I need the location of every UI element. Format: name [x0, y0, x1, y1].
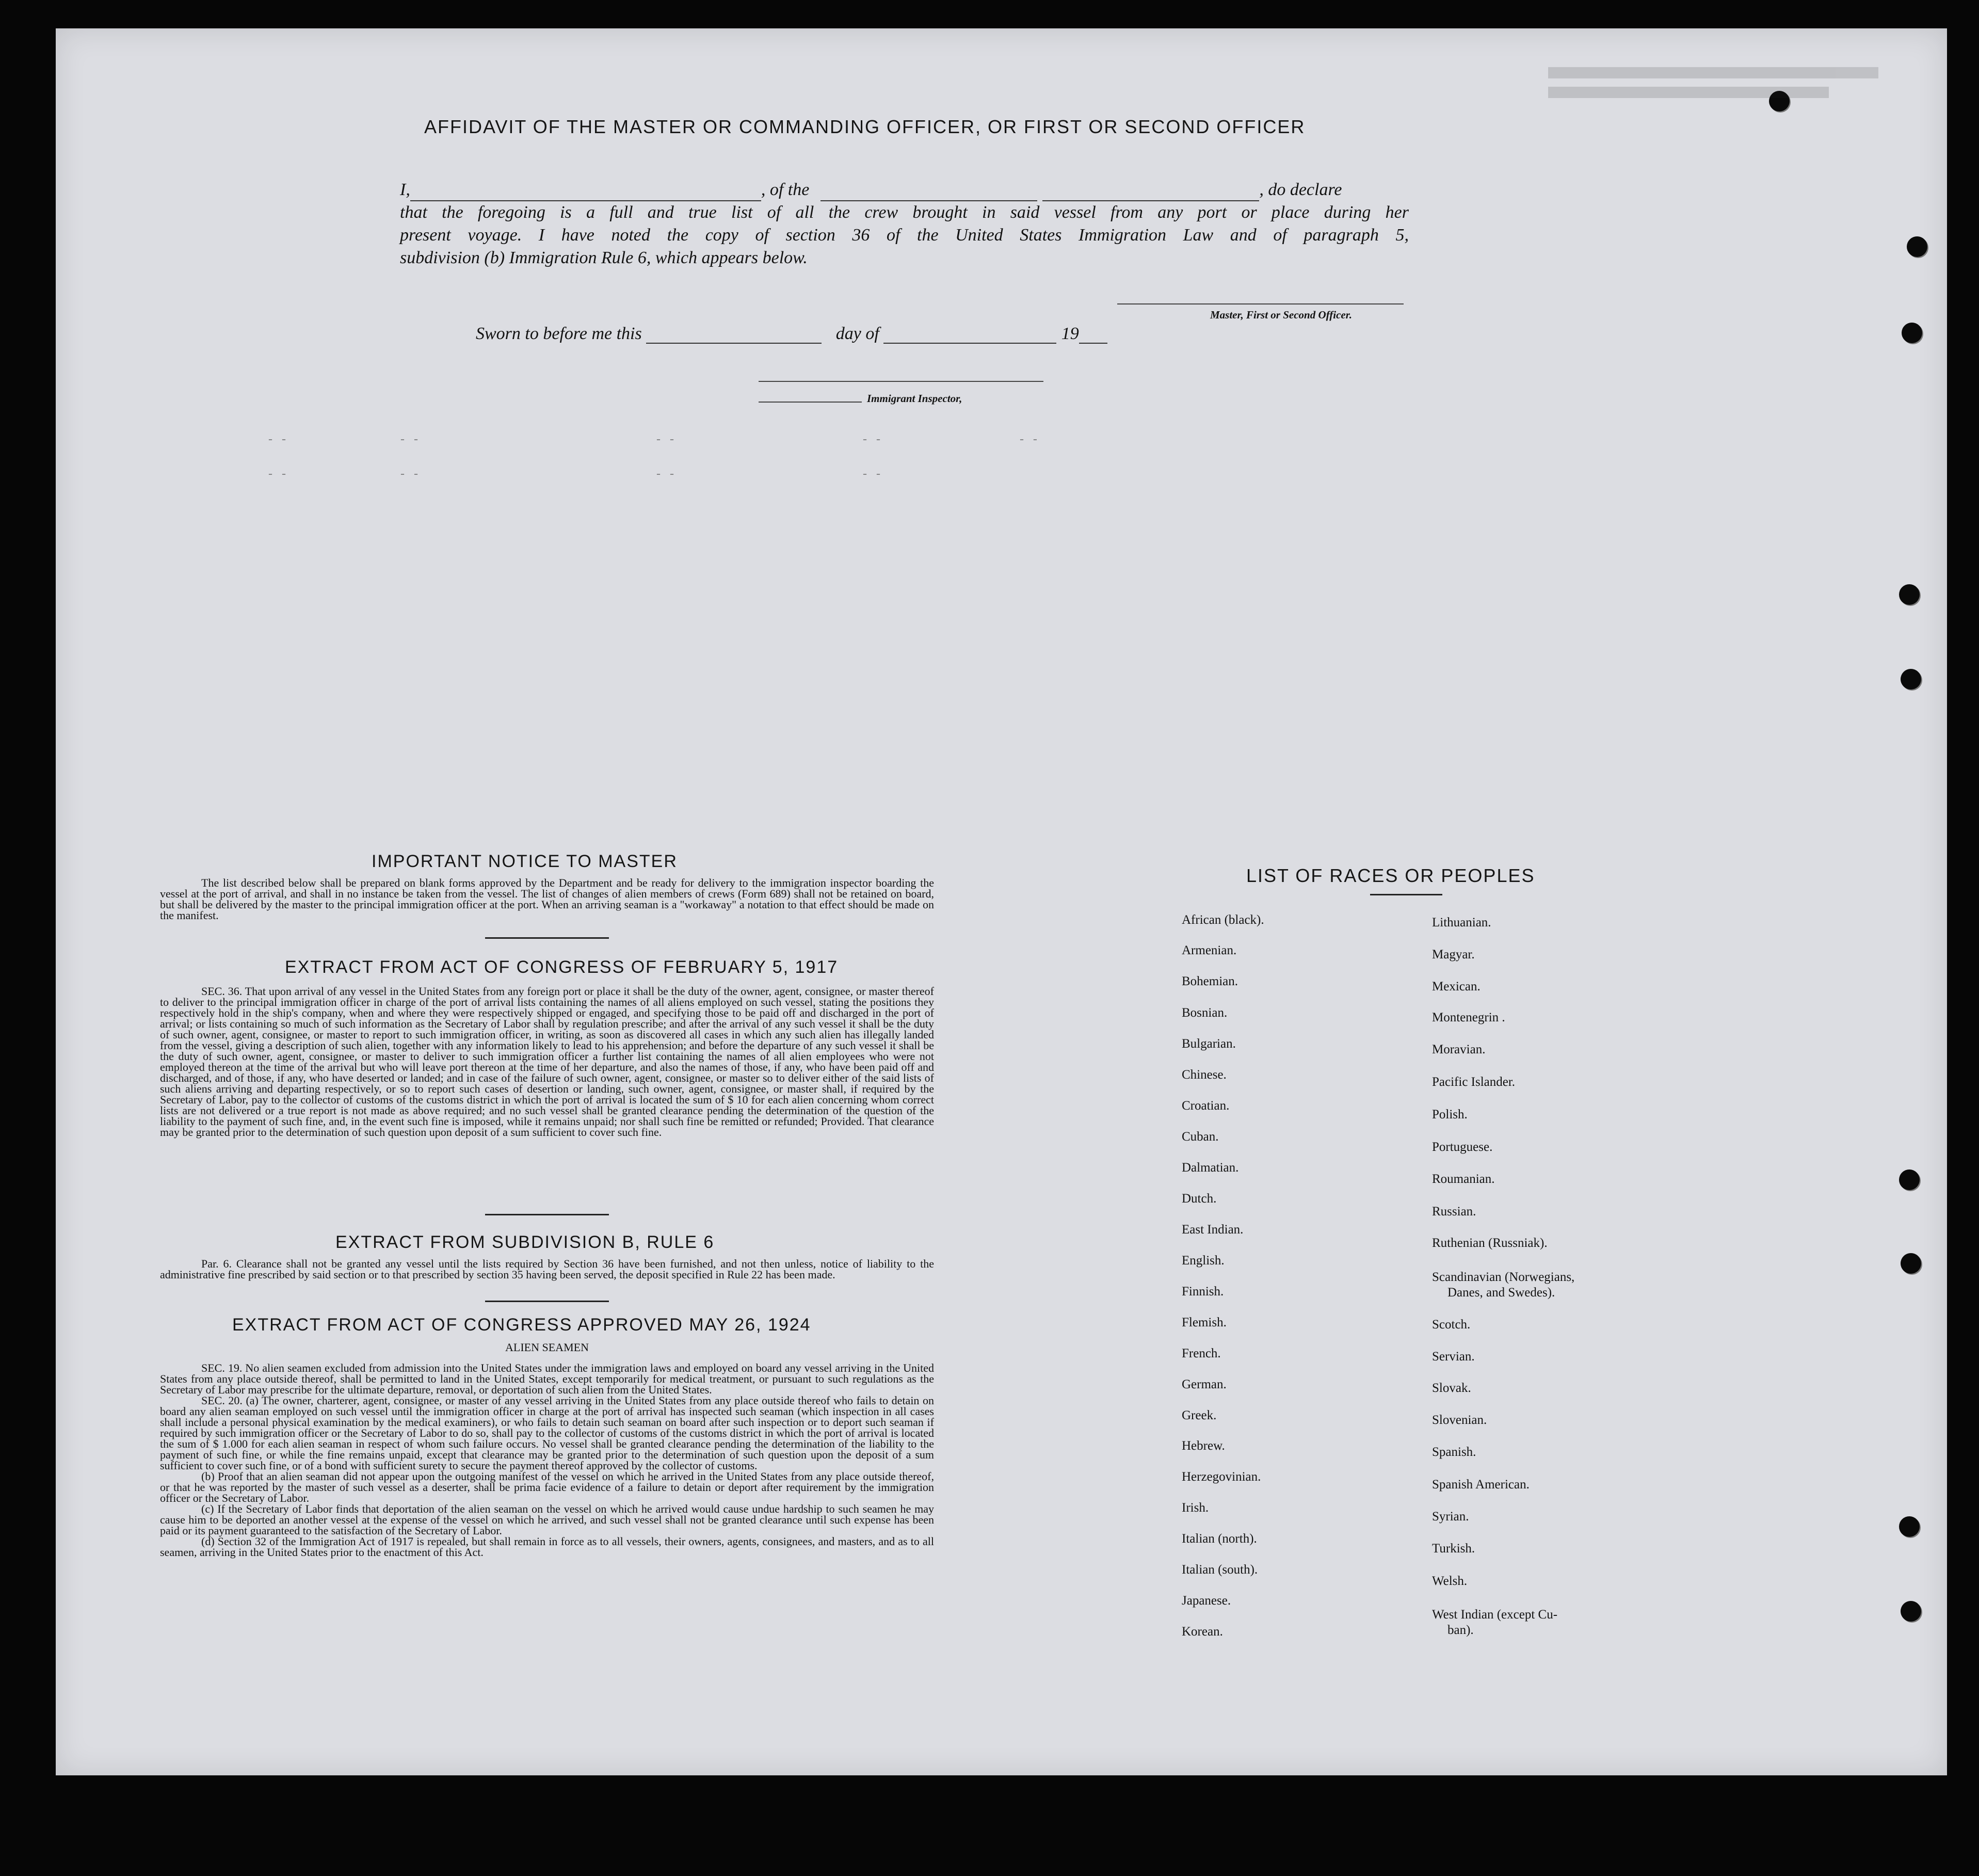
bleed-through-text — [1548, 67, 1878, 124]
extract-1924-text — [160, 1362, 934, 1558]
race-item: Dutch. — [1182, 1192, 1217, 1206]
affidavit-line-4: subdivision (b) Immigration Rule 6, which appears below. — [400, 248, 808, 267]
inspector-caption: Immigrant Inspector, — [867, 392, 962, 405]
alien-seamen-subtitle: ALIEN SEAMEN — [505, 1341, 589, 1354]
race-item: Irish. — [1182, 1501, 1209, 1515]
section-rule — [485, 1214, 609, 1215]
punch-hole — [1901, 669, 1921, 690]
race-item: Welsh. — [1432, 1574, 1468, 1588]
punch-hole — [1901, 1601, 1921, 1622]
race-item: Italian (north). — [1182, 1532, 1257, 1546]
race-item: Danes, and Swedes). — [1447, 1286, 1555, 1300]
race-item: Flemish. — [1182, 1316, 1227, 1329]
inspector-signature-line-2[interactable] — [759, 402, 862, 403]
sec-20d-paragraph: (d) Section 32 of the Immigration Act of 1917 is repealed, but shall remain in force as to all vessels, their owners, agents, consignees, and masters, and as to all seamen, arriving in the United States prior to the enactment of this Act. — [160, 1535, 934, 1559]
master-signature-line[interactable] — [1117, 303, 1404, 304]
vessel-name-blank[interactable] — [820, 185, 1037, 201]
sworn-year-blank[interactable] — [1079, 327, 1107, 344]
race-item: Spanish American. — [1432, 1478, 1530, 1492]
race-item: African (black). — [1182, 913, 1264, 927]
sworn-text: Sworn to before me this — [476, 324, 642, 343]
punch-hole — [1901, 1253, 1921, 1274]
punch-hole — [1899, 584, 1920, 605]
race-item: Herzegovinian. — [1182, 1470, 1261, 1484]
sec-20c-paragraph: (c) If the Secretary of Labor finds that deportation of the alien seaman on the vessel on which he arrived would cause undue hardship to such seamen he may cause him to be deported an another vessel at the expense of the vessel on which he arrived, and such vessel shall not be granted clearance until such expense has been paid or its payment guaranteed to the satisfaction of the Secretary of Labor. — [160, 1502, 934, 1537]
affidavit-do-declare: , do declare — [1259, 180, 1342, 199]
section-rule — [485, 1301, 609, 1302]
extract-rule6-title: EXTRACT FROM SUBDIVISION B, RULE 6 — [335, 1232, 715, 1252]
sec-20b-paragraph: (b) Proof that an alien seaman did not appear upon the outgoing manifest of the vessel on which he arrived in the United States from any place outside thereof, or that he was reported by the master of such vessel as a deserter, shall be prima facie evidence of a failure to detain or deport after requirement by the immigration officer or the Secretary of Labor. — [160, 1470, 934, 1504]
race-item: Moravian. — [1432, 1043, 1486, 1056]
day-of-text: day of — [835, 324, 879, 343]
sec-19-paragraph: SEC. 19. No alien seamen excluded from admission into the United States under the immigration laws and employed on board any vessel arriving in the United States from any place outside thereof, shall be permitted to land in the United States, except temporarily for medical treatment, or pursuant to such regulations as the Secretary of Labor may prescribe for the ultimate departure, removal, or deportation of such alien from the United States. — [160, 1361, 934, 1396]
notice-paragraph: The list described below shall be prepared on blank forms approved by the Department and be ready for delivery to the immigration inspector boarding the vessel at the port of arrival, and shall in no instance be taken from the vessel. The list of changes of alien members of crews (Form 689) shall not be retained on board, but shall be delivered by the master to the principal immigration officer at the port. When an arriving seaman is a "workaway" a notation to that effect should be made on the manifest. — [160, 876, 934, 922]
race-item: Slovak. — [1432, 1381, 1471, 1395]
race-item: Armenian. — [1182, 943, 1237, 957]
affidavit-i: I, — [400, 180, 410, 199]
sec-20a-paragraph: SEC. 20. (a) The owner, charterer, agent, consignee, or master of any vessel arriving in the United States from any place outside thereof who fails to detain on board any alien seaman employed on such vessel until the immigration officer in charge at the port of arrival has inspected such seaman (which inspection in all cases shall include a personal physical examination by the medical examiners), or who fails to detain such seaman on board after such inspection or to deport such seaman if required by such immigration officer or the Secretary of Labor to do so, shall pay to the collector of customs of the customs district in which the port of arrival is located the sum of $ 1.000 for each alien seaman in respect of whom such failure occurs. No vessel shall be granted clearance pending the determination of the liability to the payment of such fine, or while the fine remains unpaid, except that clearance may be granted prior to the determination of such question upon the deposit of a sum sufficient to cover such fine, or of a bond with sufficient surety to secure the payment thereof approved by the collector of customs. — [160, 1394, 934, 1472]
race-item: Spanish. — [1432, 1445, 1476, 1459]
race-item: Bosnian. — [1182, 1006, 1228, 1020]
affidavit-paragraph — [400, 179, 1409, 269]
notice-text — [160, 877, 934, 921]
punch-hole — [1902, 323, 1922, 343]
extract-1917-title: EXTRACT FROM ACT OF CONGRESS OF FEBRUARY 5, 1917 — [285, 957, 839, 977]
race-item: Finnish. — [1182, 1285, 1224, 1298]
race-item: Magyar. — [1432, 948, 1475, 961]
race-item: Montenegrin . — [1432, 1011, 1505, 1024]
affidavit-line-2: that the foregoing is a full and true list of all the crew brought in said vessel from any port or place during her — [400, 203, 1409, 222]
race-item: Ruthenian (Russniak). — [1432, 1236, 1548, 1250]
race-item: Roumanian. — [1432, 1172, 1495, 1186]
races-title-rule — [1370, 894, 1442, 895]
race-item: ban). — [1447, 1623, 1474, 1637]
master-name-blank[interactable] — [410, 185, 761, 201]
affidavit-line-3: present voyage. I have noted the copy of section 36 of the United States Immigration Law and of paragraph 5, — [400, 226, 1409, 245]
inspector-signature-line[interactable] — [759, 381, 1043, 382]
race-item: Portuguese. — [1432, 1140, 1493, 1154]
race-item: Lithuanian. — [1432, 916, 1491, 929]
section-rule — [485, 937, 609, 939]
notice-title: IMPORTANT NOTICE TO MASTER — [372, 852, 678, 871]
race-item: German. — [1182, 1377, 1227, 1391]
race-item: Turkish. — [1432, 1542, 1475, 1556]
extract-1924-title: EXTRACT FROM ACT OF CONGRESS APPROVED MAY 26, 1924 — [232, 1315, 811, 1335]
race-item: Syrian. — [1432, 1510, 1469, 1524]
par-6-paragraph: Par. 6. Clearance shall not be granted any vessel until the lists required by Section 36 have been furnished, and not then unless, notice of liability to the administrative fine prescribed by said section or to that prescribed by section 35 having been served, the deposit specified in Rule 22 has been made. — [160, 1257, 934, 1281]
race-item: Scandinavian (Norwegians, — [1432, 1270, 1575, 1284]
affidavit-line-1 — [400, 179, 1409, 201]
master-caption: Master, First or Second Officer. — [1210, 309, 1352, 321]
race-item: East Indian. — [1182, 1223, 1244, 1237]
dotted-guides: - - - - - - - - — [268, 467, 883, 480]
sworn-line — [476, 324, 1107, 344]
race-item: Scotch. — [1432, 1318, 1471, 1332]
race-item: Russian. — [1432, 1205, 1476, 1218]
race-item: Servian. — [1432, 1350, 1475, 1364]
year-prefix: 19 — [1061, 324, 1079, 343]
race-item: Chinese. — [1182, 1068, 1227, 1082]
punch-hole — [1899, 1169, 1920, 1190]
race-item: Italian (south). — [1182, 1563, 1258, 1577]
race-item: Bohemian. — [1182, 974, 1238, 988]
affidavit-of-the: , of the — [761, 180, 810, 199]
race-item: Slovenian. — [1432, 1413, 1487, 1427]
race-item: Dalmatian. — [1182, 1161, 1239, 1175]
race-item: Hebrew. — [1182, 1439, 1225, 1453]
race-item: French. — [1182, 1346, 1221, 1360]
race-item: Japanese. — [1182, 1594, 1231, 1608]
race-item: Mexican. — [1432, 980, 1481, 993]
race-item: Croatian. — [1182, 1099, 1230, 1113]
sec-36-paragraph: SEC. 36. That upon arrival of any vessel in the United States from any foreign port or place it shall be the duty of the owner, agent, consignee, or master thereof to deliver to the principal immigration officer in charge of the port of arrival lists containing the names of all aliens employed on such vessel, stating the positions they respectively hold in the ship's company, when and where they were respectively shipped or engaged, and specifying those to be paid off and discharged in the port of arrival; or lists containing so much of such information as the Secretary of Labor shall by regulation prescribe; and after the arrival of any such vessel it shall be the duty of such owner, agent, consignee, or master to report to such immigration officer, in writing, as soon as discovered all cases in which any such alien has illegally landed from the vessel, giving a description of such alien, together with any information likely to lead to his apprehension; and before the departure of any such vessel it shall be the duty of such owner, agent, consignee, or master to deliver to such immigration officer a further list containing the names of all alien employees who were not employed thereon at the time of the arrival but who will leave port thereon at the time of her departure, and also the names of those, if any, who have been paid off and discharged, and of those, if any, who have deserted or landed; and in case of the failure of such owner, agent, consignee, or master so to deliver either of the said lists of such aliens arriving and departing respectively, or so to report such cases of desertion or landing, such owner, agent, consignee, or master shall, if required by the Secretary of Labor, pay to the collector of customs of the customs district in which the port of arrival is located the sum of $ 10 for each alien concerning whom correct lists are not delivered or a true report is not made as above required; and no such vessel shall be granted clearance pending the determination of the question of the liability to the payment of such fine, and, in the event such fine is imposed, while it remains unpaid; nor shall such fine be remitted or refunded; Provided. That clearance may be granted prior to the determination of such question upon deposit of a sum sufficient to cover such fine. — [160, 985, 934, 1139]
race-item: Polish. — [1432, 1108, 1468, 1121]
race-item: Bulgarian. — [1182, 1037, 1236, 1051]
vessel-name-blank-2[interactable] — [1042, 185, 1259, 201]
dotted-guides: - - - - - - - - - - — [268, 432, 1040, 446]
race-item: Cuban. — [1182, 1130, 1219, 1144]
race-item: Greek. — [1182, 1408, 1217, 1422]
extract-rule6-text — [160, 1258, 934, 1280]
punch-hole — [1907, 236, 1927, 257]
sworn-month-blank[interactable] — [883, 327, 1056, 344]
race-item: Pacific Islander. — [1432, 1075, 1516, 1089]
extract-1917-text — [160, 986, 934, 1137]
sworn-day-blank[interactable] — [646, 327, 822, 344]
race-item: West Indian (except Cu- — [1432, 1608, 1558, 1622]
races-title: LIST OF RACES OR PEOPLES — [1246, 865, 1535, 886]
affidavit-title: AFFIDAVIT OF THE MASTER OR COMMANDING OFFICER, OR FIRST OR SECOND OFFICER — [424, 116, 1306, 137]
race-item: Korean. — [1182, 1625, 1223, 1639]
race-item: English. — [1182, 1254, 1225, 1268]
punch-hole — [1899, 1516, 1920, 1537]
